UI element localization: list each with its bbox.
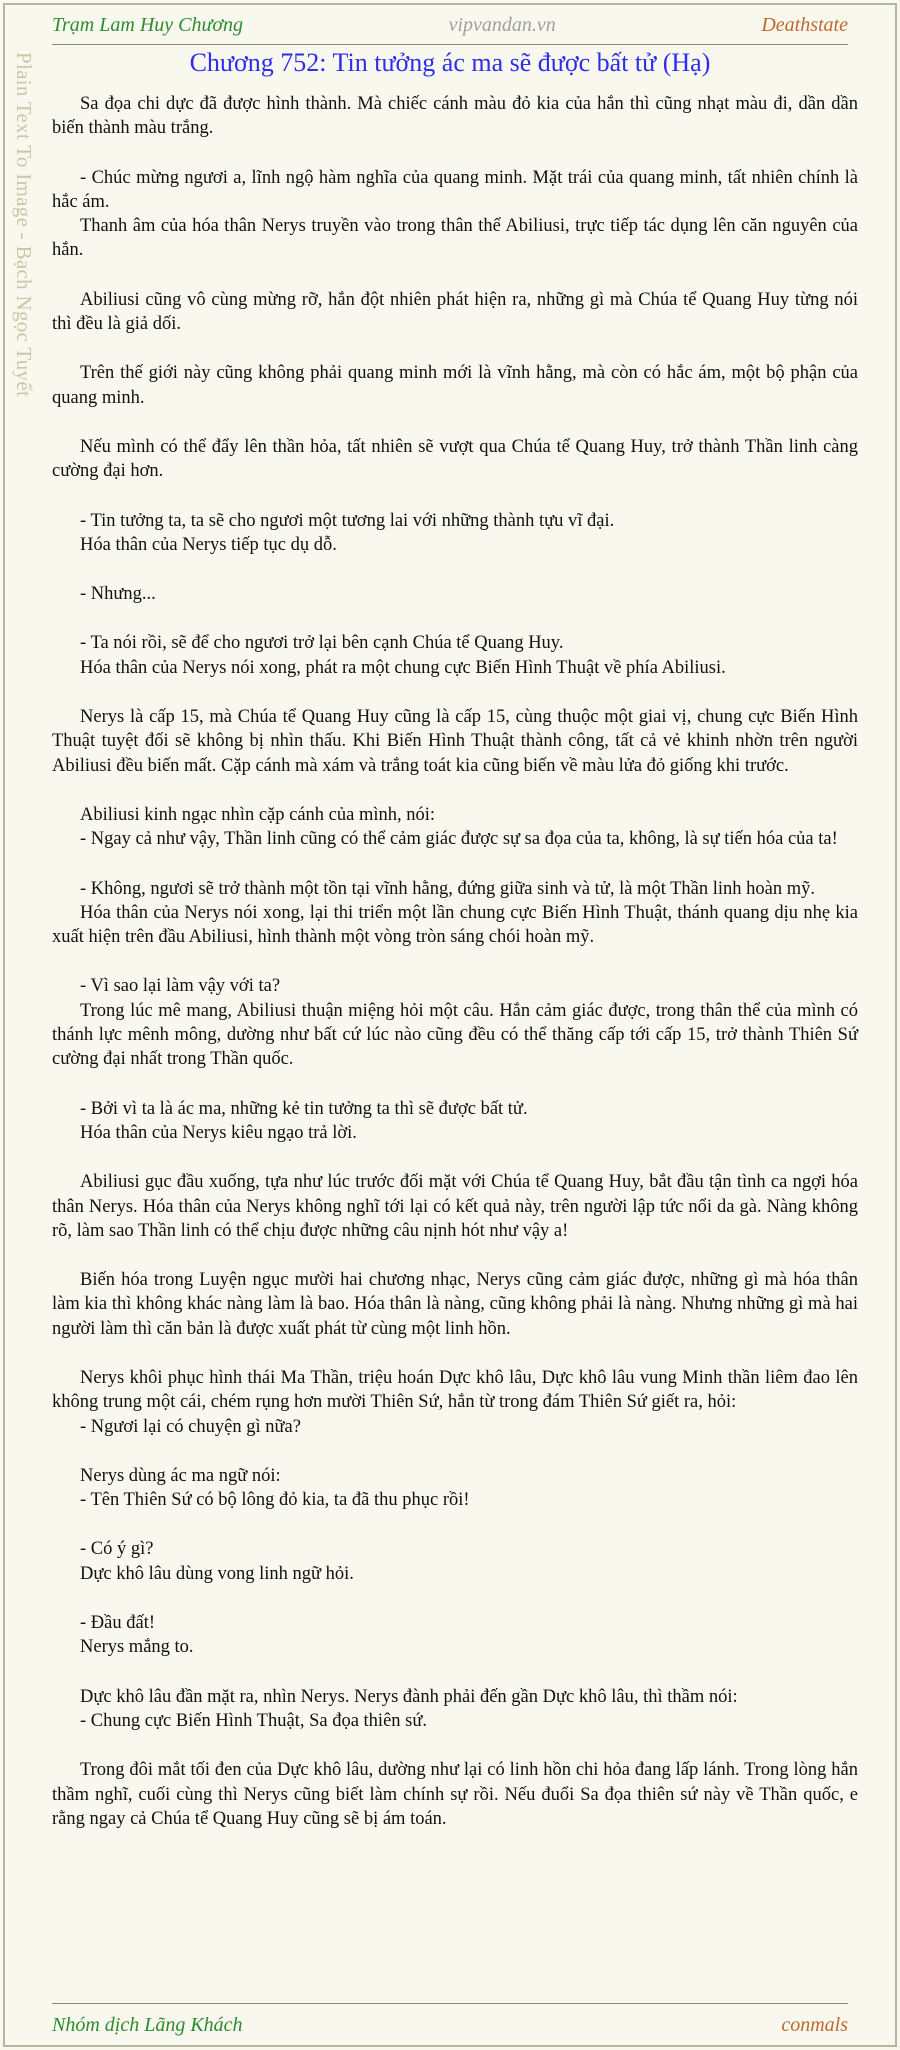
paragraph: - Bởi vì ta là ác ma, những kẻ tin tưởng ta thì sẽ được bất tử. xyxy=(80,1098,528,1119)
paragraph: - Vì sao lại làm vậy với ta? xyxy=(80,976,281,997)
paragraph: Trong đôi mắt tối đen của Dực khô lâu, dường như lại có linh hồn chi hỏa đang lấp lánh. Trong lòng hắn thầm nghĩ, cuối cùng thì Nerys cũng biết làm chính sự rồi. Nếu đuổi Sa đọa thiên sứ này về Thần quốc, e rằng ngay cả Chúa tể Quang Huy cũng sẽ bị ám toán. xyxy=(52,1760,858,1829)
paragraph: Dực khô lâu dùng vong linh ngữ hỏi. xyxy=(80,1563,354,1584)
paragraph: Dực khô lâu đần mặt ra, nhìn Nerys. Nerys đành phải đến gần Dực khô lâu, thì thầm nói: xyxy=(80,1686,738,1707)
paragraph: Sa đọa chi dực đã được hình thành. Mà chiếc cánh màu đỏ kia của hắn thì cũng nhạt màu đi, dần dần biến thành màu trắng. xyxy=(52,94,858,139)
chapter-text xyxy=(52,92,858,1831)
paragraph: Trong lúc mê mang, Abiliusi thuận miệng hỏi một câu. Hắn cảm giác được, trong thân thể của mình có thánh lực mênh mông, dường như bất cứ lúc nào cũng đều có thể thăng cấp tới cấp 15, trở thành Thiên Sứ cường đại nhất trong Thần quốc. xyxy=(52,1000,858,1070)
paragraph: - Chung cực Biến Hình Thuật, Sa đọa thiên sứ. xyxy=(80,1710,428,1731)
paragraph: Hóa thân của Nerys nói xong, lại thi triển một lần chung cực Biến Hình Thuật, thánh quang dịu nhẹ kia xuất hiện trên đầu Abiliusi, hình thành một vòng tròn sáng chói hoàn mỹ. xyxy=(52,902,858,948)
paragraph: - Ngay cả như vậy, Thần linh cũng có thể cảm giác được sự sa đọa của ta, không, là sự tiến hóa của ta! xyxy=(80,829,838,850)
paragraph: Abiliusi gục đầu xuống, tựa như lúc trước đối mặt với Chúa tể Quang Huy, bắt đầu tận tình ca ngợi hóa thân Nerys. Hóa thân của Nerys không nghĩ tới lại có kết quả này, trên người lập tức nổi da gà. Nàng không rõ, làm sao Thần linh có thể chịu được những câu nịnh hót như vậy a! xyxy=(52,1172,858,1241)
paragraph: - Đầu đất! xyxy=(80,1613,155,1634)
chapter-title: Chương 752: Tin tưởng ác ma sẽ được bất tử (Hạ) xyxy=(189,48,711,77)
paragraph: Hóa thân của Nerys tiếp tục dụ dỗ. xyxy=(80,534,337,555)
header-divider xyxy=(52,44,848,45)
paragraph: Nerys dùng ác ma ngữ nói: xyxy=(80,1465,281,1486)
footer-bar xyxy=(52,2010,848,2040)
paragraph: - Chúc mừng ngươi a, lĩnh ngộ hàm nghĩa của quang minh. Mặt trái của quang minh, tất nhiên chính là hắc ám. xyxy=(52,167,858,212)
paragraph: Abiliusi kinh ngạc nhìn cặp cánh của mình, nói: xyxy=(80,804,436,825)
paragraph: Hóa thân của Nerys kiêu ngạo trả lời. xyxy=(80,1122,357,1143)
paragraph: - Tin tưởng ta, ta sẽ cho ngươi một tương lai với những thành tựu vĩ đại. xyxy=(80,510,615,531)
header-bar xyxy=(52,10,848,40)
header-author: Deathstate xyxy=(761,13,848,36)
paragraph: Nerys mắng to. xyxy=(80,1637,194,1658)
header-book-title: Trạm Lam Huy Chương xyxy=(52,13,244,36)
paragraph: Trên thế giới này cũng không phải quang minh mới là vĩnh hằng, mà còn có hắc ám, một bộ phận của quang minh. xyxy=(52,363,858,408)
paragraph: Nếu mình có thể đẩy lên thần hỏa, tất nhiên sẽ vượt qua Chúa tể Quang Huy, trở thành Thần linh càng cường đại hơn. xyxy=(52,436,858,482)
paragraph: Nerys là cấp 15, mà Chúa tể Quang Huy cũng là cấp 15, cùng thuộc một giai vị, chung cực Biến Hình Thuật tuyệt đối sẽ không bị nhìn thấu. Khi Biến Hình Thuật thành công, tất cả vẻ khinh nhờn trên người Abiliusi đều biến mất. Cặp cánh mà xám và trắng toát kia cũng biến về màu lửa đỏ giống khi trước. xyxy=(52,707,858,776)
paragraph: Hóa thân của Nerys nói xong, phát ra một chung cực Biến Hình Thuật về phía Abiliusi. xyxy=(80,657,726,678)
paragraph: - Ngươi lại có chuyện gì nữa? xyxy=(80,1416,301,1437)
paragraph: - Ta nói rồi, sẽ để cho ngươi trở lại bên cạnh Chúa tể Quang Huy. xyxy=(80,633,564,654)
paragraph: - Có ý gì? xyxy=(80,1539,154,1560)
paragraph: - Không, ngươi sẽ trở thành một tồn tại vĩnh hằng, đứng giữa sinh và tử, là một Thần linh hoàn mỹ. xyxy=(80,878,816,899)
footer-translator: Nhóm dịch Lãng Khách xyxy=(52,2013,243,2036)
paragraph: Nerys khôi phục hình thái Ma Thần, triệu hoán Dực khô lâu, Dực khô lâu vung Minh thần liêm đao lên không trung một cái, chém rụng hơn mười Thiên Sứ, hắn từ trong đám Thiên Sứ giết ra, hỏi: xyxy=(52,1367,858,1413)
paragraph: - Tên Thiên Sứ có bộ lông đỏ kia, ta đã thu phục rồi! xyxy=(80,1490,470,1511)
footer-editor: conmals xyxy=(781,2013,848,2036)
side-watermark: Plain Text To Image - Bạch Ngọc Tuyết xyxy=(12,52,36,398)
paragraph: Abiliusi cũng vô cùng mừng rỡ, hắn đột nhiên phát hiện ra, những gì mà Chúa tể Quang Huy từng nói thì đều là giả dối. xyxy=(52,289,858,335)
footer-divider xyxy=(52,2003,848,2004)
paragraph: - Nhưng... xyxy=(80,584,156,605)
header-site: vipvandan.vn xyxy=(448,13,556,36)
paragraph: Biến hóa trong Luyện ngục mười hai chương nhạc, Nerys cũng cảm giác được, những gì mà hóa thân làm kia thì không khác nàng làm là bao. Hóa thân là nàng, cũng không phải là nàng. Nhưng những gì mà hai người làm thì căn bản là được xuất phát từ cùng một linh hồn. xyxy=(52,1270,858,1339)
paragraph: Thanh âm của hóa thân Nerys truyền vào trong thân thể Abiliusi, trực tiếp tác dụng lên căn nguyên của hắn. xyxy=(52,216,858,261)
